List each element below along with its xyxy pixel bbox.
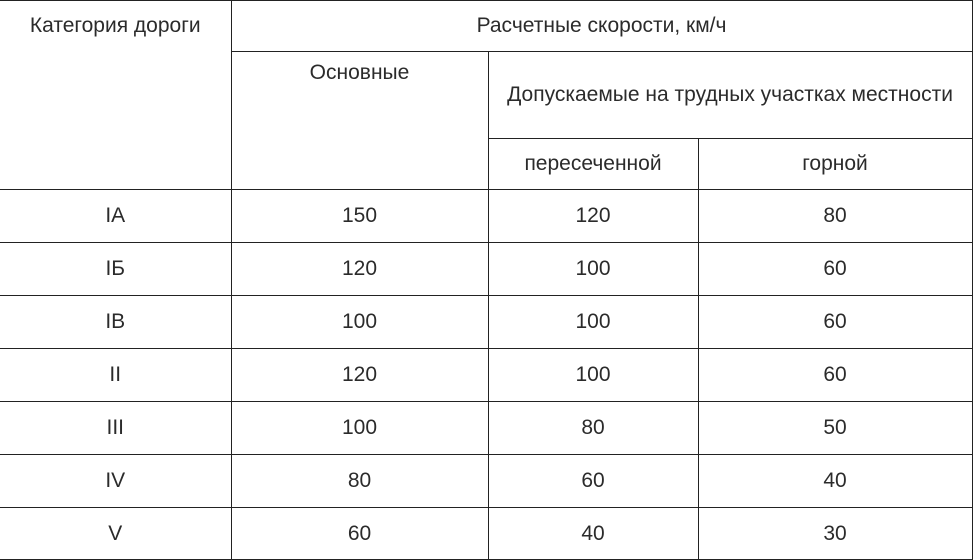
- header-allowed: Допускаемые на трудных участках местности: [488, 52, 972, 139]
- cell-rugged: 80: [488, 402, 698, 455]
- cell-main: 100: [231, 402, 488, 455]
- cell-mountain: 40: [698, 455, 972, 508]
- header-category: Категория дороги: [0, 1, 231, 190]
- cell-category: IБ: [0, 243, 231, 296]
- table-row: [0, 349, 972, 402]
- cell-mountain: 30: [698, 508, 972, 560]
- cell-main: 80: [231, 455, 488, 508]
- table-row: [0, 243, 972, 296]
- table-row: [0, 508, 972, 560]
- cell-category: V: [0, 508, 231, 560]
- cell-mountain: 60: [698, 349, 972, 402]
- cell-category: IV: [0, 455, 231, 508]
- cell-category: III: [0, 402, 231, 455]
- table-row: [0, 296, 972, 349]
- cell-mountain: 50: [698, 402, 972, 455]
- cell-main: 120: [231, 243, 488, 296]
- header-rugged: пересеченной: [488, 139, 698, 190]
- cell-category: IB: [0, 296, 231, 349]
- cell-rugged: 100: [488, 349, 698, 402]
- cell-mountain: 80: [698, 190, 972, 243]
- cell-main: 150: [231, 190, 488, 243]
- cell-mountain: 60: [698, 243, 972, 296]
- cell-mountain: 60: [698, 296, 972, 349]
- cell-rugged: 100: [488, 296, 698, 349]
- header-main: Основные: [231, 52, 488, 190]
- header-design-speeds: Расчетные скорости, км/ч: [231, 1, 972, 52]
- header-mountain: горной: [698, 139, 972, 190]
- cell-main: 120: [231, 349, 488, 402]
- cell-rugged: 40: [488, 508, 698, 560]
- cell-category: II: [0, 349, 231, 402]
- cell-main: 100: [231, 296, 488, 349]
- table-row: [0, 190, 972, 243]
- cell-category: IA: [0, 190, 231, 243]
- cell-main: 60: [231, 508, 488, 560]
- cell-rugged: 60: [488, 455, 698, 508]
- table-row: [0, 402, 972, 455]
- cell-rugged: 100: [488, 243, 698, 296]
- table-row: [0, 455, 972, 508]
- cell-rugged: 120: [488, 190, 698, 243]
